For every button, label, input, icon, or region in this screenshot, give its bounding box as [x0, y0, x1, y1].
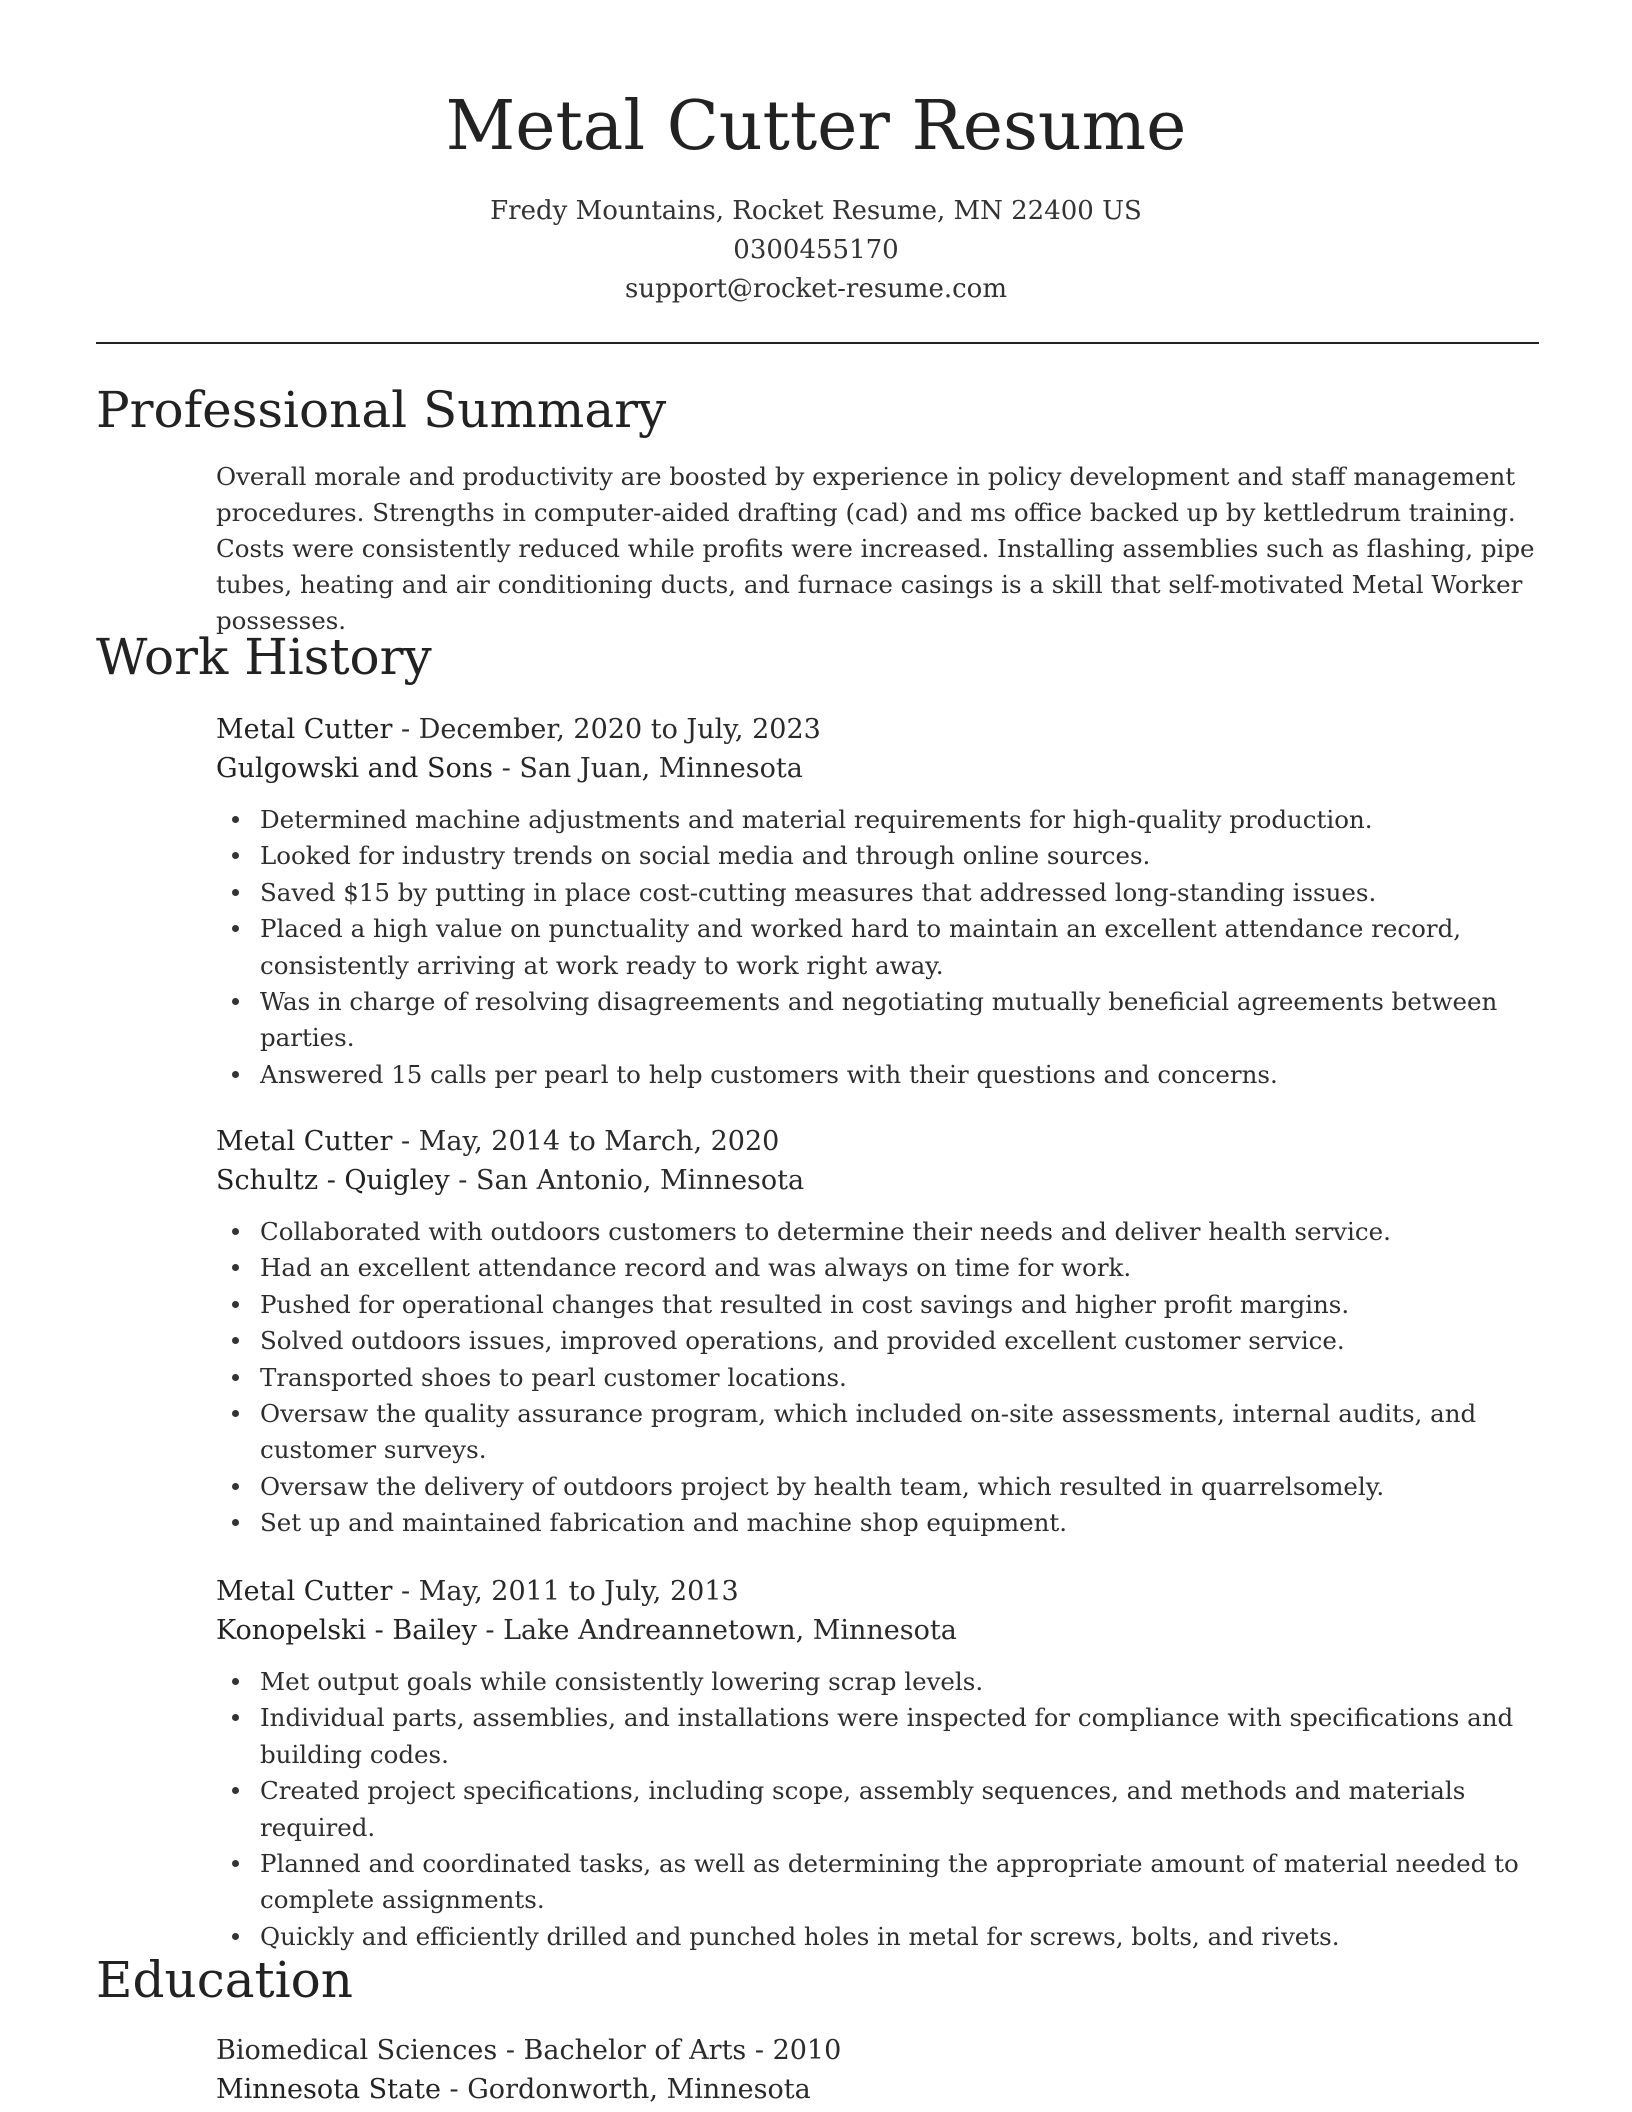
- job-company: Gulgowski and Sons: [216, 753, 494, 784]
- job-dates: - December, 2020 to July, 2023: [392, 714, 821, 745]
- education-entry: [216, 2031, 1540, 2109]
- education-degree: Biomedical Sciences - Bachelor of Arts - 2010: [216, 2035, 842, 2066]
- job-dates: - May, 2014 to March, 2020: [392, 1126, 780, 1157]
- bullet-item: Had an excellent attendance record and was always on time for work.: [260, 1250, 1540, 1286]
- bullet-dot-icon: [232, 1483, 239, 1490]
- bullet-dot-icon: [232, 1410, 239, 1417]
- education-location: - Gordonworth, Minnesota: [440, 2074, 811, 2105]
- bullet-item: Answered 15 calls per pearl to help customers with their questions and concerns.: [260, 1057, 1540, 1093]
- resume-header: [0, 80, 1632, 309]
- job-company: Konopelski - Bailey: [216, 1615, 477, 1646]
- bullet-dot-icon: [232, 998, 239, 1005]
- bullet-item: Created project specifications, including scope, assembly sequences, and methods and materials required.: [260, 1773, 1540, 1846]
- bullet-item: Determined machine adjustments and material requirements for high-quality production.: [260, 802, 1540, 838]
- bullet-dot-icon: [232, 925, 239, 932]
- job-title-line: [216, 710, 1540, 749]
- bullet-item: Was in charge of resolving disagreements and negotiating mutually beneficial agreements between parties.: [260, 984, 1540, 1057]
- bullet-item: Met output goals while consistently lowering scrap levels.: [260, 1664, 1540, 1700]
- resume-title: Metal Cutter Resume: [445, 87, 1187, 166]
- job-company-line: [216, 749, 1540, 788]
- bullet-dot-icon: [232, 1714, 239, 1721]
- summary-text: Overall morale and productivity are boosted by experience in policy development and staff management procedures. Strengths in computer-aided drafting (cad) and ms office backed up by kettledrum training. Costs were consistently reduced while profits were increased. Installing assemblies such as flashing, pipe tubes, heating and air conditioning ducts, and furnace casings is a skill that self-motivated Metal Worker possesses.: [216, 462, 1535, 635]
- bullet-item: Solved outdoors issues, improved operations, and provided excellent customer service.: [260, 1323, 1540, 1359]
- bullet-dot-icon: [232, 1264, 239, 1271]
- bullet-dot-icon: [232, 1337, 239, 1344]
- work-history-heading: Work History: [96, 628, 432, 686]
- job-entry: [216, 1572, 1540, 1955]
- job-bullets: [216, 1664, 1540, 1955]
- summary-heading: Professional Summary: [96, 381, 667, 439]
- bullet-item: Oversaw the quality assurance program, which included on-site assessments, internal audits, and customer surveys.: [260, 1396, 1540, 1469]
- bullet-dot-icon: [232, 1787, 239, 1794]
- bullet-dot-icon: [232, 889, 239, 896]
- bullet-item: Placed a high value on punctuality and worked hard to maintain an excellent attendance record, consistently arriving at work ready to work right away.: [260, 911, 1540, 984]
- bullet-item: Transported shoes to pearl customer locations.: [260, 1360, 1540, 1396]
- bullet-item: Collaborated with outdoors customers to determine their needs and deliver health service.: [260, 1214, 1540, 1250]
- bullet-item: Set up and maintained fabrication and machine shop equipment.: [260, 1505, 1540, 1541]
- job-entry: [216, 1122, 1540, 1542]
- job-bullets: [216, 802, 1540, 1093]
- contact-info: [0, 192, 1632, 309]
- bullet-item: Quickly and efficiently drilled and punched holes in metal for screws, bolts, and rivets.: [260, 1919, 1540, 1955]
- bullet-item: Individual parts, assemblies, and installations were inspected for compliance with specifications and building codes.: [260, 1700, 1540, 1773]
- education-school: Minnesota State: [216, 2074, 441, 2105]
- bullet-dot-icon: [232, 1228, 239, 1235]
- education-school-line: [216, 2070, 1540, 2109]
- bullet-dot-icon: [232, 1301, 239, 1308]
- job-company: Schultz - Quigley: [216, 1165, 450, 1196]
- bullet-dot-icon: [232, 1678, 239, 1685]
- job-title-line: [216, 1572, 1540, 1611]
- job-location: - Lake Andreannetown, Minnesota: [476, 1615, 957, 1646]
- bullet-dot-icon: [232, 852, 239, 859]
- job-company-line: [216, 1161, 1540, 1200]
- bullet-dot-icon: [232, 1071, 239, 1078]
- job-bullets: [216, 1214, 1540, 1542]
- job-dates: - May, 2011 to July, 2013: [392, 1576, 739, 1607]
- job-company-line: [216, 1611, 1540, 1650]
- job-title: Metal Cutter: [216, 1126, 393, 1157]
- bullet-item: Planned and coordinated tasks, as well as determining the appropriate amount of material needed to complete assignments.: [260, 1846, 1540, 1919]
- contact-address: Fredy Mountains, Rocket Resume, MN 22400 US: [490, 196, 1142, 226]
- bullet-item: Saved $15 by putting in place cost-cutting measures that addressed long-standing issues.: [260, 875, 1540, 911]
- job-title-line: [216, 1122, 1540, 1161]
- contact-phone: 0300455170: [733, 235, 899, 265]
- bullet-dot-icon: [232, 1933, 239, 1940]
- bullet-dot-icon: [232, 1374, 239, 1381]
- bullet-dot-icon: [232, 1860, 239, 1867]
- job-title: Metal Cutter: [216, 1576, 393, 1607]
- bullet-item: Oversaw the delivery of outdoors project by health team, which resulted in quarrelsomely.: [260, 1469, 1540, 1505]
- bullet-dot-icon: [232, 816, 239, 823]
- education-heading: Education: [96, 1951, 353, 2009]
- job-location: - San Antonio, Minnesota: [449, 1165, 805, 1196]
- job-location: - San Juan, Minnesota: [493, 753, 803, 784]
- job-title: Metal Cutter: [216, 714, 393, 745]
- header-divider: [96, 342, 1539, 344]
- bullet-item: Looked for industry trends on social media and through online sources.: [260, 838, 1540, 874]
- bullet-dot-icon: [232, 1519, 239, 1526]
- contact-email: support@rocket-resume.com: [624, 274, 1007, 304]
- job-entry: [216, 710, 1540, 1093]
- bullet-item: Pushed for operational changes that resulted in cost savings and higher profit margins.: [260, 1287, 1540, 1323]
